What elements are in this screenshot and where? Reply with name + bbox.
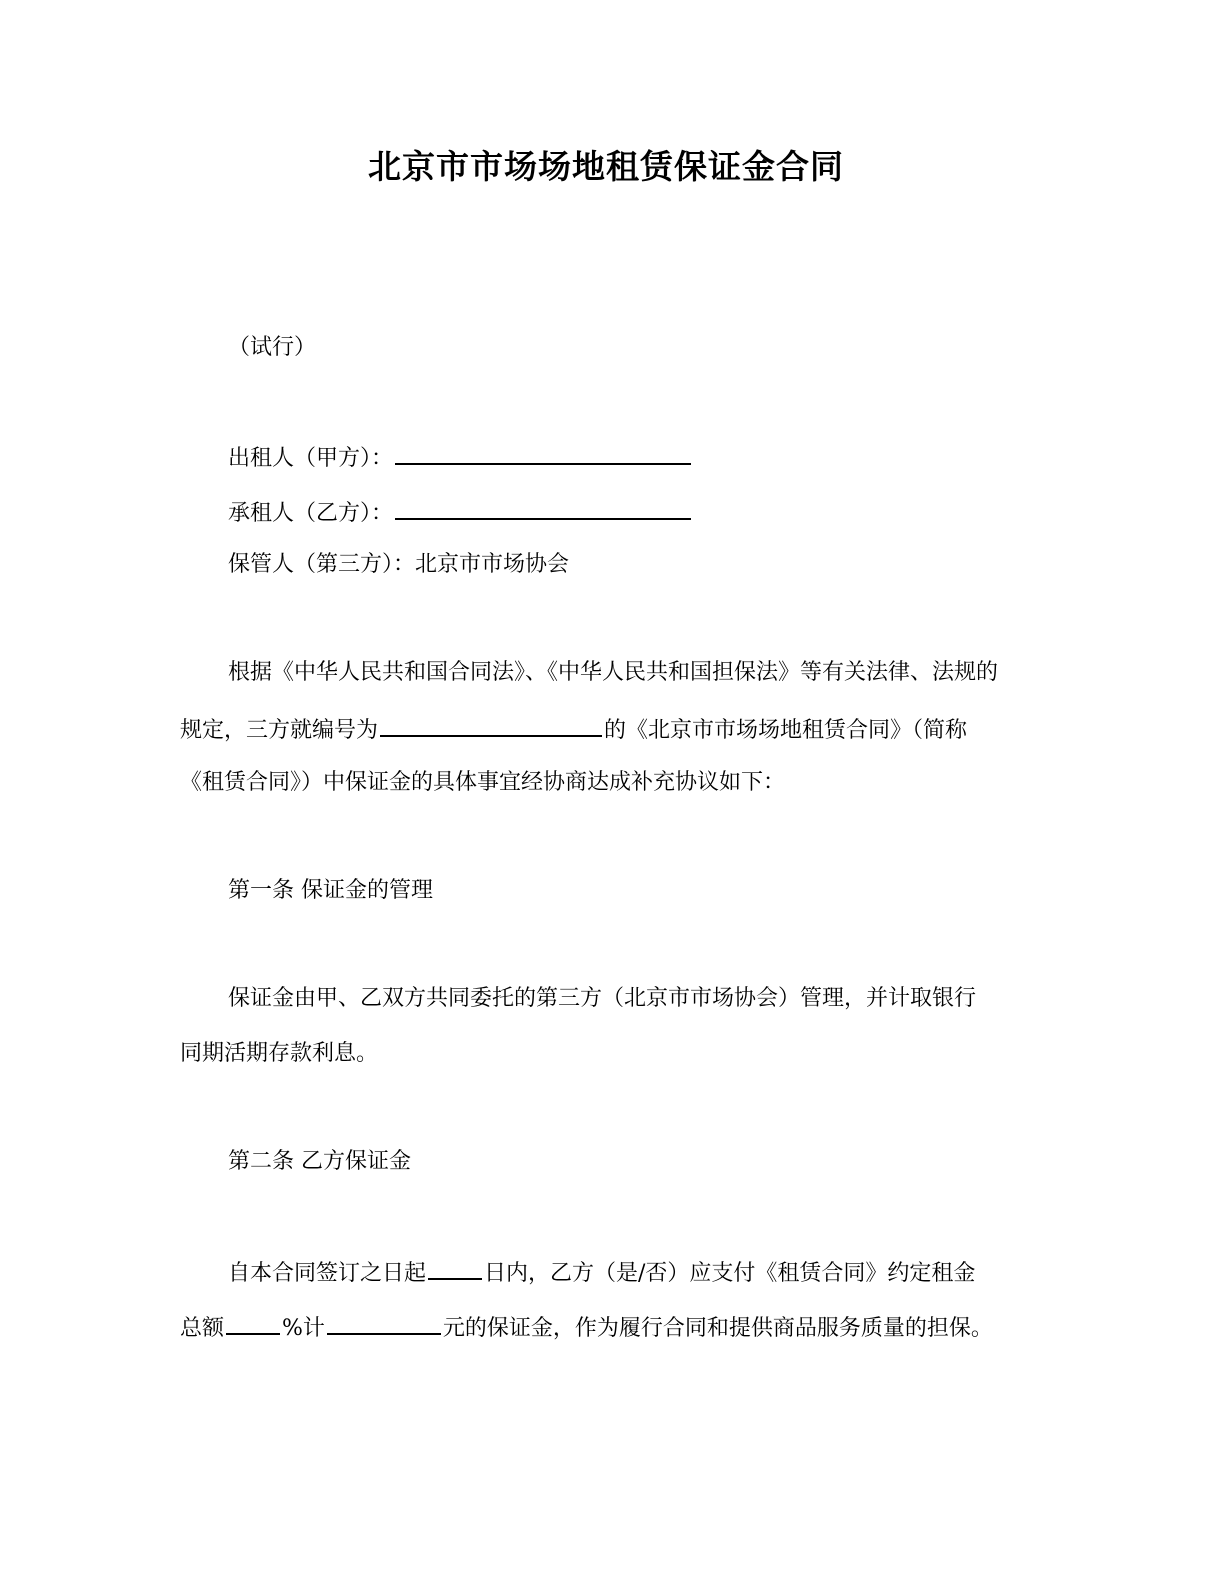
custodian-value: 北京市市场协会 <box>415 552 570 577</box>
article2-text-2b: %计 <box>282 1316 325 1341</box>
lessee-row <box>228 496 693 529</box>
article2-text-2a: 总额 <box>180 1316 225 1341</box>
article2-text-2c: 元的保证金，作为履行合同和提供商品服务质量的担保。 <box>442 1316 993 1341</box>
days-blank-field[interactable] <box>428 1256 482 1280</box>
custodian-row <box>228 550 569 580</box>
lessee-label: 承租人（乙方）： <box>228 501 394 526</box>
lessor-blank-field[interactable] <box>395 441 691 465</box>
article1-heading: 第一条 保证金的管理 <box>228 878 433 903</box>
article2-text-1b: 日内，乙方（是/否）应支付《租赁合同》约定租金 <box>484 1261 976 1286</box>
preamble-line-2 <box>180 713 967 746</box>
document-title: 北京市市场场地租赁保证金合同 <box>368 147 844 186</box>
article2-text-1a: 自本合同签订之日起 <box>228 1261 427 1286</box>
article2-line-2 <box>180 1311 993 1344</box>
lessor-label: 出租人（甲方）： <box>228 446 394 471</box>
preamble-line-3: 《租赁合同》）中保证金的具体事宜经协商达成补充协议如下： <box>180 770 786 795</box>
custodian-label: 保管人（第三方）： <box>228 552 416 577</box>
contract-number-blank-field[interactable] <box>380 713 602 737</box>
lessee-blank-field[interactable] <box>395 496 691 520</box>
article2-line-1 <box>228 1256 975 1289</box>
preamble-line-1 <box>228 658 1034 688</box>
preamble-text-2b: 的《北京市市场场地租赁合同》（简称 <box>604 718 968 743</box>
percent-blank-field[interactable] <box>226 1311 280 1335</box>
trial-note: （试行） <box>228 335 317 360</box>
preamble-text-2a: 规定，三方就编号为 <box>180 718 379 743</box>
article1-line-1: 保证金由甲、乙双方共同委托的第三方（北京市市场协会）管理，并计取银行 <box>228 986 977 1011</box>
article1-line-2: 同期活期存款利息。 <box>180 1041 379 1066</box>
amount-blank-field[interactable] <box>327 1311 441 1335</box>
preamble-text-1: 根据《中华人民共和国合同法》、《中华人民共和国担保法》等有关法律、法规的 <box>228 660 999 685</box>
article2-heading: 第二条 乙方保证金 <box>228 1149 411 1174</box>
lessor-row <box>228 441 693 474</box>
